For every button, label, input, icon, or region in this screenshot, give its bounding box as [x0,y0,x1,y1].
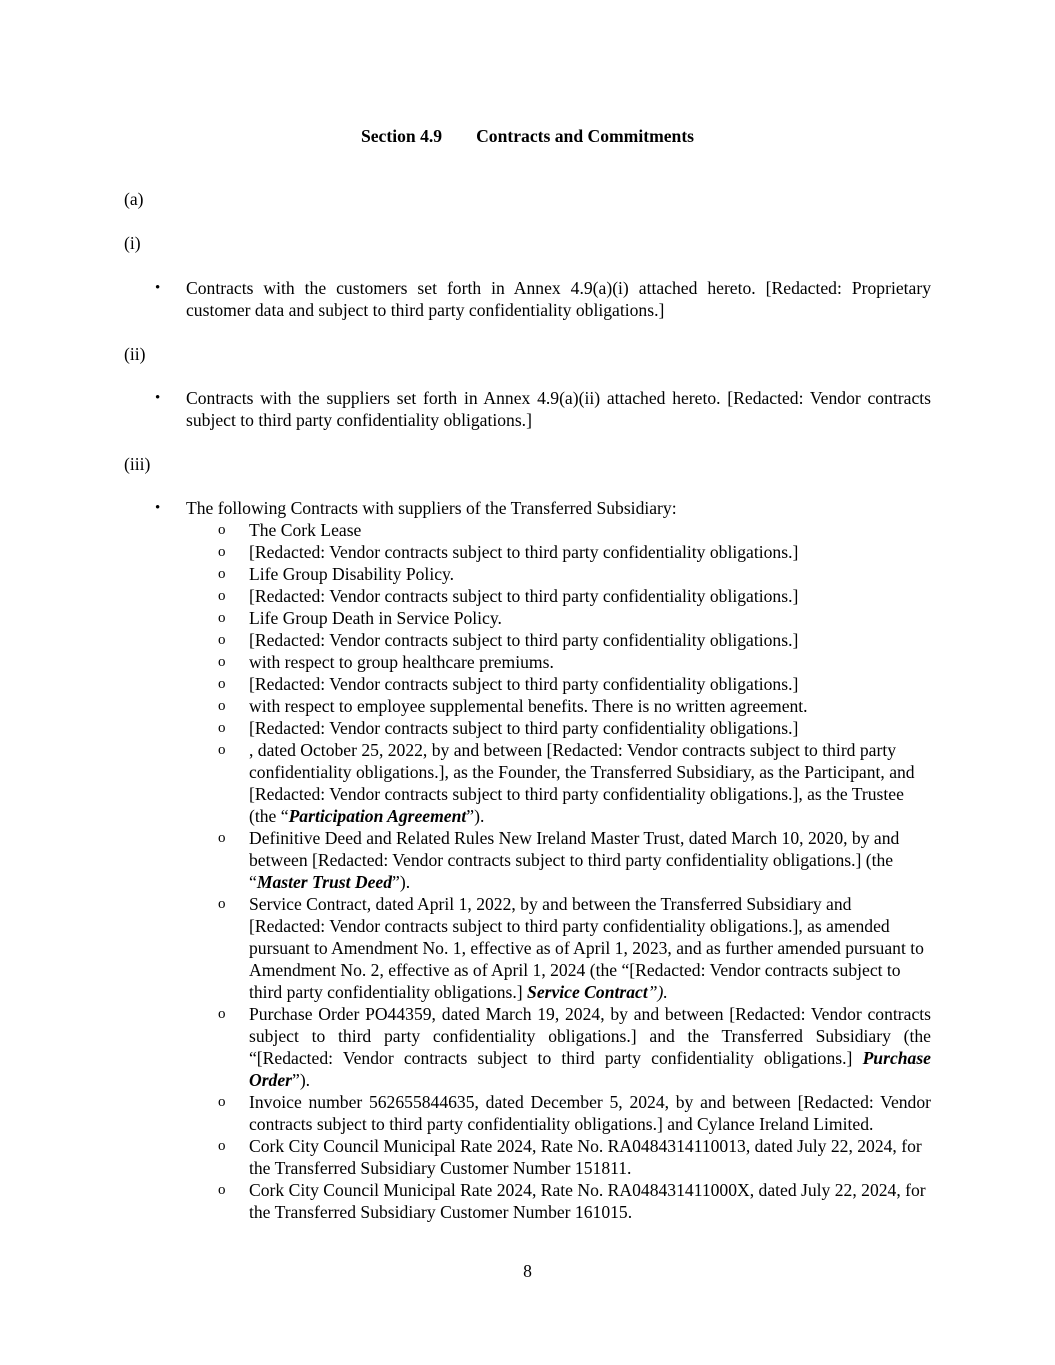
sub-marker: o [218,830,226,846]
sub-marker: o [218,566,226,582]
sub-marker: o [218,676,226,692]
sub-marker: o [218,698,226,714]
sub-marker: o [218,1094,226,1110]
contracts-sub-list [218,519,931,1223]
sub-marker: o [218,1182,226,1198]
sub-marker: o [218,1006,226,1022]
list-item-text: [Redacted: Vendor contracts subject to third party confidentiality obligations.] [249,718,799,738]
defined-term-purchase-order: Purchase Order [249,1048,931,1090]
list-item [218,541,931,563]
list-item [218,893,931,1003]
list-item-text-end: ”). [392,872,411,892]
list-item-text: Cork City Council Municipal Rate 2024, Rate No. RA0484314110013, dated July 22, 2024, for the Transferred Subsidiary Customer Number 151811. [249,1136,922,1178]
list-item [218,1003,931,1091]
list-item [218,1091,931,1135]
list-item-text: Service Contract, dated April 1, 2022, by and between the Transferred Subsidiary and [Redacted: Vendor contracts subject to third party confidentiality obligations.], as amended pursuant to Amendment No. 1, effective as of April 1, 2023, and as further amended pursuant to Amendment No. 2, effective as of April 1, 2024 (the “[Redacted: Vendor contracts subject to third party confidentiality obligations.] [249,894,924,1002]
bullet-marker: • [155,280,161,296]
sub-marker: o [218,544,226,560]
bullet-marker: • [155,500,161,516]
list-item [218,673,931,695]
list-item-text: Life Group Death in Service Policy. [249,608,502,628]
list-item [218,827,931,893]
list-item [218,519,931,541]
list-item [218,1179,931,1223]
defined-term-master-trust-deed: Master Trust Deed [256,872,393,892]
customers-bullet: Contracts with the customers set forth in Annex 4.9(a)(i) attached hereto. [Redacted: Proprietary customer data and subject to third party confidentiality obligations.] [186,278,931,320]
section-number: Section 4.9 [360,126,443,146]
sub-marker: o [218,896,226,912]
sub-marker: o [218,654,226,670]
list-item-text: , dated October 25, 2022, by and between [Redacted: Vendor contracts subject to third party confidentiality obligations.], as the Founder, the Transferred Subsidiary, as the Participant, and [Redacted: Vendor contracts subject to third party confidentiality obligations.], as the Trustee (the “ [249,740,915,826]
section-title: Contracts and Commitments [476,126,695,146]
list-item [218,563,931,585]
sub-marker: o [218,632,226,648]
sub-marker: o [218,588,226,604]
list-item-text-end: ”). [292,1070,311,1090]
label-i: (i) [124,233,141,253]
sub-marker: o [218,522,226,538]
label-a: (a) [124,189,144,209]
page-number: 8 [523,1261,532,1281]
sub-marker: o [218,742,226,758]
list-item-text-end: ”). [647,982,668,1002]
list-item [218,607,931,629]
list-item-text-end: ”). [466,806,485,826]
list-item [218,1135,931,1179]
list-item-text: [Redacted: Vendor contracts subject to third party confidentiality obligations.] [249,542,799,562]
defined-term-participation-agreement: Participation Agreement [288,806,467,826]
list-item-text: Cork City Council Municipal Rate 2024, Rate No. RA048431411000X, dated July 22, 2024, for the Transferred Subsidiary Customer Number 161015. [249,1180,926,1222]
list-item-text: The Cork Lease [249,520,362,540]
suppliers-bullet: Contracts with the suppliers set forth in Annex 4.9(a)(ii) attached hereto. [Redacted: Vendor contracts subject to third party confidentiality obligations.] [186,388,931,430]
list-item [218,717,931,739]
list-item-text: with respect to group healthcare premiums. [249,652,554,672]
list-item-text: Life Group Disability Policy. [249,564,455,584]
list-item [218,585,931,607]
sub-marker: o [218,610,226,626]
defined-term-service-contract: Service Contract [527,982,648,1002]
list-item [218,651,931,673]
transferred-subsidiary-bullet: The following Contracts with suppliers of the Transferred Subsidiary: [186,498,677,518]
list-item-text: [Redacted: Vendor contracts subject to third party confidentiality obligations.] [249,674,799,694]
list-item [218,739,931,827]
section-heading [0,125,1055,147]
sub-marker: o [218,1138,226,1154]
list-item-text: Invoice number 562655844635, dated December 5, 2024, by and between [Redacted: Vendor contracts subject to third party confidentiality obligations.] and Cylance Ireland Limited. [249,1092,931,1134]
list-item-text: Purchase Order PO44359, dated March 19, 2024, by and between [Redacted: Vendor contracts subject to third party confidentiality obligations.] and the Transferred Subsidiary (the “[Redacted: Vendor contracts subject to third party confidentiality obligations.] [249,1004,931,1068]
list-item-text: [Redacted: Vendor contracts subject to third party confidentiality obligations.] [249,586,799,606]
list-item-text: [Redacted: Vendor contracts subject to third party confidentiality obligations.] [249,630,799,650]
list-item-text: Definitive Deed and Related Rules New Ireland Master Trust, dated March 10, 2020, by and between [Redacted: Vendor contracts subject to third party confidentiality obligations.] (the “ [249,828,900,892]
list-item-text: with respect to employee supplemental benefits. There is no written agreement. [249,696,808,716]
label-ii: (ii) [124,344,146,364]
list-item [218,695,931,717]
list-item [218,629,931,651]
bullet-marker: • [155,390,161,406]
label-iii: (iii) [124,454,151,474]
sub-marker: o [218,720,226,736]
